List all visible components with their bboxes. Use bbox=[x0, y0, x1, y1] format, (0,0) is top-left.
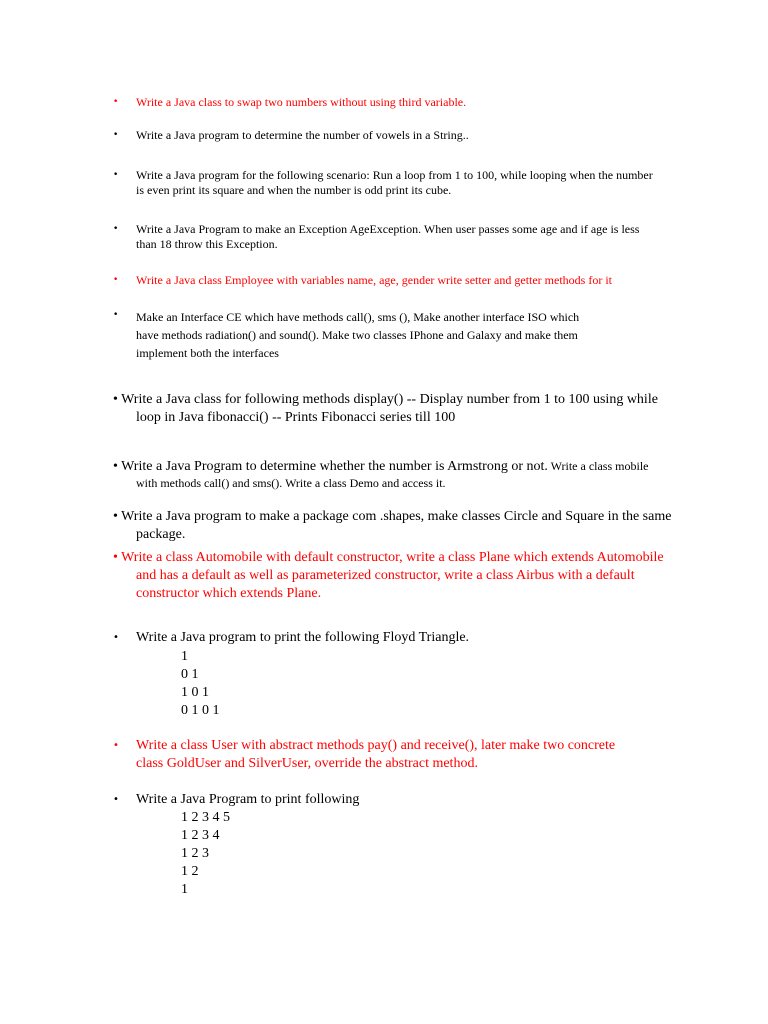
triangle-row: 0 1 bbox=[181, 667, 199, 682]
triangle-row: 1 bbox=[181, 649, 188, 664]
question-4 bbox=[113, 222, 693, 252]
question-10 bbox=[113, 549, 673, 603]
question-text: Write a Java Program to print following bbox=[136, 792, 360, 807]
question-text: Write a Java class Employee with variables name, age, gender write setter and getter methods for it bbox=[136, 273, 613, 287]
bullet-icon: • bbox=[113, 509, 118, 524]
question-text-line-1: Write a Java class for following methods display() -- Display number from 1 to 100 using while bbox=[121, 392, 658, 407]
question-text-line-1: Write a Java program for the following scenario: Run a loop from 1 to 100, while looping when the number bbox=[136, 168, 653, 182]
question-text: Write a Java class to swap two numbers without using third variable. bbox=[136, 95, 467, 109]
question-text-line-2: have methods radiation() and sound(). Make two classes IPhone and Galaxy and make them bbox=[136, 328, 578, 342]
question-9 bbox=[113, 508, 673, 544]
question-1 bbox=[113, 95, 693, 110]
pattern-row: 1 2 3 4 bbox=[181, 828, 220, 843]
question-text-line-1: Make an Interface CE which have methods call(), sms (), Make another interface ISO which bbox=[136, 310, 580, 324]
question-6 bbox=[113, 308, 693, 362]
question-text-line-2: package. bbox=[136, 527, 186, 542]
bullet-icon: • bbox=[113, 550, 118, 565]
pattern-row: 1 2 3 4 5 bbox=[181, 810, 230, 825]
question-text-line-2: class GoldUser and SilverUser, override the abstract method. bbox=[136, 756, 478, 771]
question-text-line-3: implement both the interfaces bbox=[136, 346, 279, 360]
bullet-icon: • bbox=[113, 392, 118, 407]
triangle-row: 1 0 1 bbox=[181, 685, 209, 700]
question-text: Write a Java program to determine the number of vowels in a String.. bbox=[136, 128, 469, 142]
bullet-icon: • bbox=[113, 459, 118, 474]
question-text-line-2: with methods call() and sms(). Write a class Demo and access it. bbox=[136, 476, 446, 490]
question-text-line-1: Write a Java program to make a package com .shapes, make classes Circle and Square in the same bbox=[121, 509, 672, 524]
question-text-line-2: and has a default as well as parameterized constructor, write a class Airbus with a default bbox=[136, 568, 635, 583]
number-pattern bbox=[181, 809, 230, 899]
bullet-icon: • bbox=[113, 740, 119, 751]
question-text-line-1-small: Write a class mobile bbox=[547, 459, 649, 473]
bullet-icon: • bbox=[113, 310, 119, 320]
pattern-row: 1 2 3 bbox=[181, 846, 209, 861]
question-8 bbox=[113, 457, 673, 491]
question-text-line-1: Write a Java Program to determine whether the number is Armstrong or not. bbox=[121, 459, 548, 474]
bullet-icon: • bbox=[113, 632, 119, 643]
question-text-line-1: Write a class User with abstract methods pay() and receive(), later make two concrete bbox=[136, 738, 616, 753]
triangle-row: 0 1 0 1 bbox=[181, 703, 220, 718]
question-12 bbox=[113, 737, 673, 773]
question-11 bbox=[113, 629, 673, 647]
question-text-line-2: is even print its square and when the number is odd print its cube. bbox=[136, 183, 452, 197]
bullet-icon: • bbox=[113, 170, 119, 180]
question-5 bbox=[113, 273, 693, 288]
bullet-icon: • bbox=[113, 224, 119, 234]
question-text-line-1: Write a Java Program to make an Exception AgeException. When user passes some age and if age is less bbox=[136, 222, 640, 236]
bullet-icon: • bbox=[113, 794, 119, 805]
floyd-triangle bbox=[181, 648, 220, 720]
pattern-row: 1 2 bbox=[181, 864, 199, 879]
question-2 bbox=[113, 128, 693, 143]
question-text-line-2: than 18 throw this Exception. bbox=[136, 237, 278, 251]
question-text-line-2: loop in Java fibonacci() -- Prints Fibonacci series till 100 bbox=[136, 410, 456, 425]
bullet-icon: • bbox=[113, 130, 119, 140]
question-text: Write a Java program to print the following Floyd Triangle. bbox=[136, 630, 470, 645]
question-text-line-1: Write a class Automobile with default constructor, write a class Plane which extends Automobile bbox=[121, 550, 664, 565]
pattern-row: 1 bbox=[181, 882, 188, 897]
bullet-icon: • bbox=[113, 275, 119, 285]
question-3 bbox=[113, 168, 693, 198]
question-text-line-3: constructor which extends Plane. bbox=[136, 586, 322, 601]
question-7 bbox=[113, 391, 673, 427]
bullet-icon: • bbox=[113, 97, 119, 107]
question-13 bbox=[113, 791, 673, 809]
